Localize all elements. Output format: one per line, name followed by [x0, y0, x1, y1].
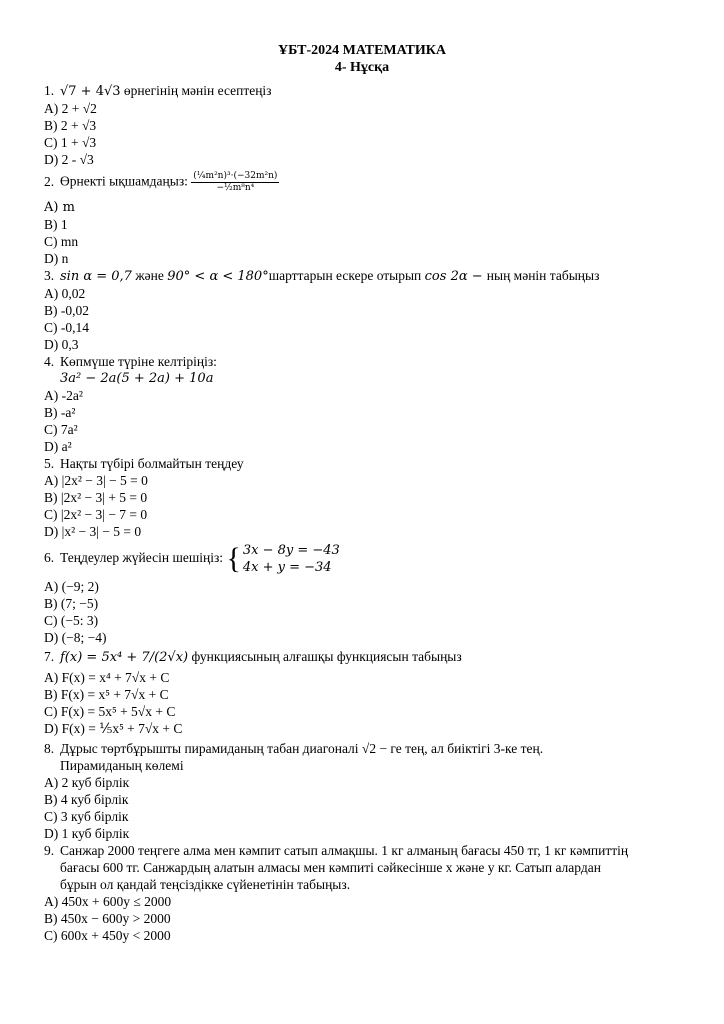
question-number: 6.	[44, 550, 55, 566]
fraction-denominator: −½m⁸n⁴	[216, 183, 255, 193]
option-a: A) 0,02	[44, 286, 86, 301]
option-b: B) F(x) = x⁵ + 7√x + C	[44, 687, 169, 702]
option-a: A) -2a²	[44, 388, 83, 403]
question-number: 9.	[44, 843, 55, 858]
option-d: D) n	[44, 251, 69, 266]
option-d: D) (−8; −4)	[44, 630, 107, 645]
question-text: және	[131, 268, 168, 283]
question-9	[44, 842, 684, 859]
option-c: C) (−5: 3)	[44, 613, 99, 628]
question-4	[44, 353, 684, 370]
option-b: B) 2 + √3	[44, 118, 97, 133]
math-expression: sin α = 0,7	[60, 269, 132, 284]
option-c: C) 600x + 450y < 2000	[44, 928, 171, 943]
option-d: D) a²	[44, 439, 72, 454]
question-7	[44, 648, 684, 666]
option-b: B) 1	[44, 217, 68, 232]
question-text: Теңдеулер жүйесін шешіңіз:	[60, 550, 224, 566]
option-d: D) 2 - √3	[44, 152, 94, 167]
option-c: C) 7a²	[44, 422, 78, 437]
math-expression: 90° < α < 180°	[167, 269, 269, 284]
option-b: B) |2x² − 3| + 5 = 0	[44, 490, 148, 505]
option-a: A) |2x² − 3| − 5 = 0	[44, 473, 148, 488]
question-1	[44, 82, 684, 100]
question-text: Дұрыс төртбұрышты пирамиданың табан диагоналі √2 − ге тең, ал биіктігі 3-ке тең.	[60, 741, 544, 756]
option-a: A) (−9; 2)	[44, 579, 99, 594]
system-brace: {	[226, 542, 241, 575]
option-a: A) F(x) = x⁴ + 7√x + C	[44, 670, 170, 685]
question-text: Санжар 2000 теңгеге алма мен кәмпит сатып алмақшы. 1 кг алманың бағасы 450 тг, 1 кг кәмпиттің	[60, 843, 629, 858]
option-a: A) 2 + √2	[44, 101, 97, 116]
math-expression: cos 2α −	[424, 269, 487, 284]
option-b: B) 4 куб бірлік	[44, 792, 129, 807]
question-text: ның мәнін табыңыз	[486, 268, 600, 283]
option-a: A) m	[44, 200, 75, 215]
question-text: шарттарын ескере отырып	[268, 268, 425, 283]
option-b: B) 450x − 600y > 2000	[44, 911, 171, 926]
option-d: D) 0,3	[44, 337, 79, 352]
variant-label: 4- Нұсқа	[334, 60, 390, 75]
option-b: B) -a²	[44, 405, 76, 420]
option-c: C) 3 куб бірлік	[44, 809, 129, 824]
question-text: Нақты түбірі болмайтын теңдеу	[60, 456, 244, 471]
option-c: C) mn	[44, 234, 79, 249]
option-a: A) 2 куб бірлік	[44, 775, 130, 790]
question-2	[44, 171, 684, 194]
question-6	[44, 542, 684, 576]
question-list	[44, 82, 684, 944]
fraction-expression	[191, 171, 279, 194]
question-text: Өрнекті ықшамдаңыз:	[60, 173, 188, 189]
question-text-continued: Пирамиданың көлемі	[60, 758, 184, 773]
equation-2: 4x + y = −34	[242, 560, 332, 575]
math-expression: √7 + 4√3	[60, 84, 121, 99]
question-8	[44, 740, 684, 757]
question-number: 2.	[44, 173, 55, 189]
question-number: 1.	[44, 83, 55, 98]
equation-1: 3x − 8y = −43	[242, 543, 340, 558]
question-text: өрнегінің мәнін есептеңіз	[120, 83, 272, 98]
option-c: C) -0,14	[44, 320, 89, 335]
option-c: C) |2x² − 3| − 7 = 0	[44, 507, 148, 522]
question-5	[44, 455, 684, 472]
option-c: C) 1 + √3	[44, 135, 97, 150]
option-c: C) F(x) = 5x⁵ + 5√x + C	[44, 704, 176, 719]
question-text-continued: бағасы 600 тг. Санжардың алатын алмасы мен кәмпиті сәйкесінше x және y кг. Сатып алардан	[60, 860, 601, 875]
option-a: A) 450x + 600y ≤ 2000	[44, 894, 172, 909]
option-b: B) -0,02	[44, 303, 89, 318]
fraction-numerator: (¼m²n)³·(−32m²n)	[193, 171, 278, 181]
equation-system	[243, 542, 340, 576]
question-number: 4.	[44, 354, 55, 369]
question-number: 7.	[44, 649, 55, 664]
question-3	[44, 267, 684, 285]
option-d: D) |x² − 3| − 5 = 0	[44, 524, 142, 539]
question-text-continued: бұрын ол қандай теңсіздікке сүйенетінін табыңыз.	[60, 877, 351, 892]
question-number: 8.	[44, 741, 55, 756]
option-d: D) F(x) = ⅕x⁵ + 7√x + C	[44, 721, 183, 736]
document-header	[0, 42, 724, 76]
page-title: ҰБТ-2024 МАТЕМАТИКА	[277, 43, 447, 58]
math-expression: f(x) = 5x⁴ + 7/(2√x)	[60, 650, 189, 665]
option-b: B) (7; −5)	[44, 596, 99, 611]
question-text: функциясының алғашқы функциясын табыңыз	[188, 649, 462, 664]
question-number: 3.	[44, 268, 55, 283]
question-number: 5.	[44, 456, 55, 471]
option-d: D) 1 куб бірлік	[44, 826, 130, 841]
question-text: Көпмүше түріне келтіріңіз:	[60, 354, 217, 369]
math-expression: 3a² − 2a(5 + 2a) + 10a	[60, 371, 214, 386]
